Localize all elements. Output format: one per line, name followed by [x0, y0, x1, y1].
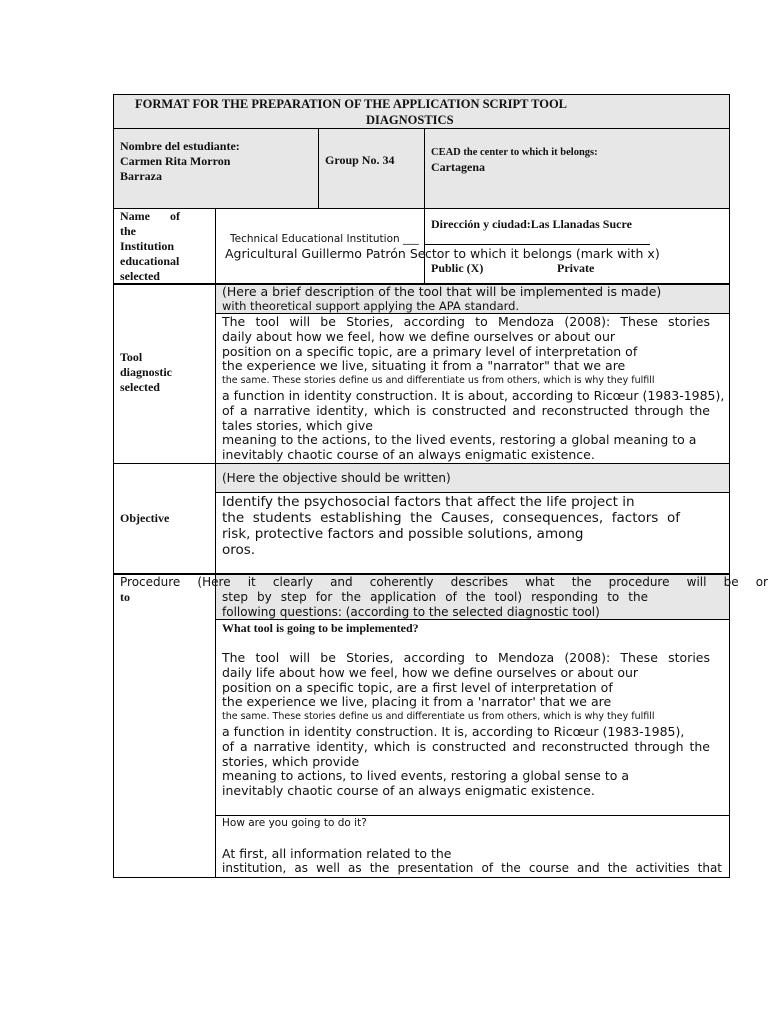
sector-question: ctor to which it belongs (mark with x)	[425, 246, 660, 261]
text-line: the same. These stories define us and differentiate us from others, which is why they fulfill	[222, 375, 655, 387]
text-line: Identify the psychosocial factors that affect the life project in	[222, 494, 635, 510]
label-word: of	[170, 209, 180, 223]
text-line: meaning to the actions, to the lived events, restoring a global meaning to a	[222, 432, 697, 448]
text-line: tales stories, which give	[222, 417, 373, 433]
text-line: The tool will be Stories, according to Mendoza (2008): These stories	[222, 650, 710, 665]
text-line: the experience we live, situating it from a "narrator" that we are	[222, 358, 626, 374]
procedure-description	[222, 651, 710, 799]
student-label: Nombre del estudiante:	[120, 139, 240, 153]
student-name: Barraza	[120, 169, 162, 183]
procedure-label-line1: Procedure (Here it clearly and coherently describes what the procedure will be or	[120, 575, 768, 589]
label-word: diagnostic	[120, 365, 173, 379]
objective-label: Objective	[120, 511, 170, 525]
divider	[216, 815, 729, 816]
procedure-hint	[222, 590, 727, 620]
divider	[216, 492, 729, 493]
sector-public-option: Public (X)	[431, 261, 484, 275]
tool-hint-line1: (Here a brief description of the tool that will be implemented is made)	[222, 284, 662, 299]
question-what-tool: What tool is going to be implemented?	[222, 621, 419, 635]
text-line: the students establishing the Causes, consequences, factors of	[222, 510, 680, 526]
label-word: Tool	[120, 350, 143, 364]
objective-hint: (Here the objective should be written)	[222, 471, 451, 485]
objective-text	[222, 494, 680, 558]
text-line: The tool will be Stories, according to Mendoza (2008): These stories	[222, 314, 710, 329]
tool-hint	[222, 284, 727, 314]
text-line: step by step for the application of the tool) responding to the	[222, 590, 648, 604]
text-line: following questions: (according to the selected diagnostic tool)	[222, 605, 600, 619]
text-line: inevitably chaotic course of an always enigmatic existence.	[222, 783, 595, 799]
text-line: At first, all information related to the	[222, 846, 452, 861]
institution-name-line2: Agricultural Guillermo Patrón Se	[225, 246, 426, 261]
group-number: Group No. 34	[325, 153, 395, 167]
student-cell	[120, 139, 315, 184]
label-word: educational	[120, 254, 180, 268]
text-line: of a narrative identity, which is constructed and reconstructed through the	[222, 738, 710, 754]
question-how: How are you going to do it?	[222, 817, 367, 829]
institution-label	[120, 209, 180, 284]
text-line: inevitably chaotic course of an always enigmatic existence.	[222, 447, 595, 463]
label-word: the	[120, 224, 136, 238]
text-line: position on a specific topic, are a first level of interpretation of	[222, 679, 613, 695]
table-border-bottom	[113, 877, 730, 878]
table-border-right	[729, 94, 730, 878]
divider	[113, 128, 730, 129]
label-word: Institution	[120, 239, 175, 253]
form-title-line1: FORMAT FOR THE PREPARATION OF THE APPLICATION SCRIPT TOOL	[135, 97, 568, 111]
text-line: the experience we live, placing it from a 'narrator' that we are	[222, 694, 612, 710]
text-line: oros.	[222, 542, 256, 558]
table-border-left	[113, 94, 114, 878]
procedure-how-text	[222, 846, 722, 876]
form-title-line2: DIAGNOSTICS	[366, 113, 454, 127]
cead-cell	[431, 146, 726, 175]
tool-description	[222, 314, 725, 463]
text-line: of a narrative identity, which is constructed and reconstructed through the	[222, 402, 710, 418]
institution-name-line1: Technical Educational Institution ___	[230, 233, 419, 245]
divider	[113, 208, 730, 209]
form-title	[114, 96, 729, 128]
text-line: institution, as well as the presentation of the course and the activities that	[222, 861, 722, 875]
address-field: Dirección y ciudad:Las Llanadas Sucre	[431, 217, 632, 231]
text-line: stories, which provide	[222, 753, 360, 769]
label-word: Name	[120, 209, 150, 223]
tool-label	[120, 350, 172, 395]
divider	[318, 128, 319, 208]
text-line: the same. These stories define us and differentiate us from others, which is why they fulfill	[222, 711, 655, 723]
label-word: selected	[120, 380, 160, 394]
sector-underline	[425, 244, 650, 245]
text-line: risk, protective factors and possible solutions, among	[222, 526, 584, 542]
student-name: Carmen Rita Morron	[120, 154, 231, 168]
text-line: meaning to actions, to lived events, restoring a global sense to a	[222, 768, 630, 784]
table-border-top	[113, 94, 730, 95]
label-word: selected	[120, 269, 160, 283]
divider	[215, 208, 216, 878]
text-line: a function in identity construction. It is, according to Ricœur (1983-1985),	[222, 723, 685, 739]
procedure-label-line2: to	[120, 590, 130, 604]
divider	[113, 463, 730, 464]
cead-label: CEAD the center to which it belongs:	[431, 147, 598, 158]
text-line: a function in identity construction. It is about, according to Ricœur (1983-1985),	[222, 387, 725, 403]
text-line: position on a specific topic, are a primary level of interpretation of	[222, 343, 638, 359]
tool-hint-line2: with theoretical support applying the APA standard.	[222, 299, 520, 313]
text-line: daily life about how we feel, how we define ourselves or about our	[222, 664, 639, 680]
text-line: daily about how we feel, how we define ourselves or about our	[222, 328, 616, 344]
sector-private-option: Private	[557, 261, 595, 275]
cead-value: Cartagena	[431, 160, 485, 174]
